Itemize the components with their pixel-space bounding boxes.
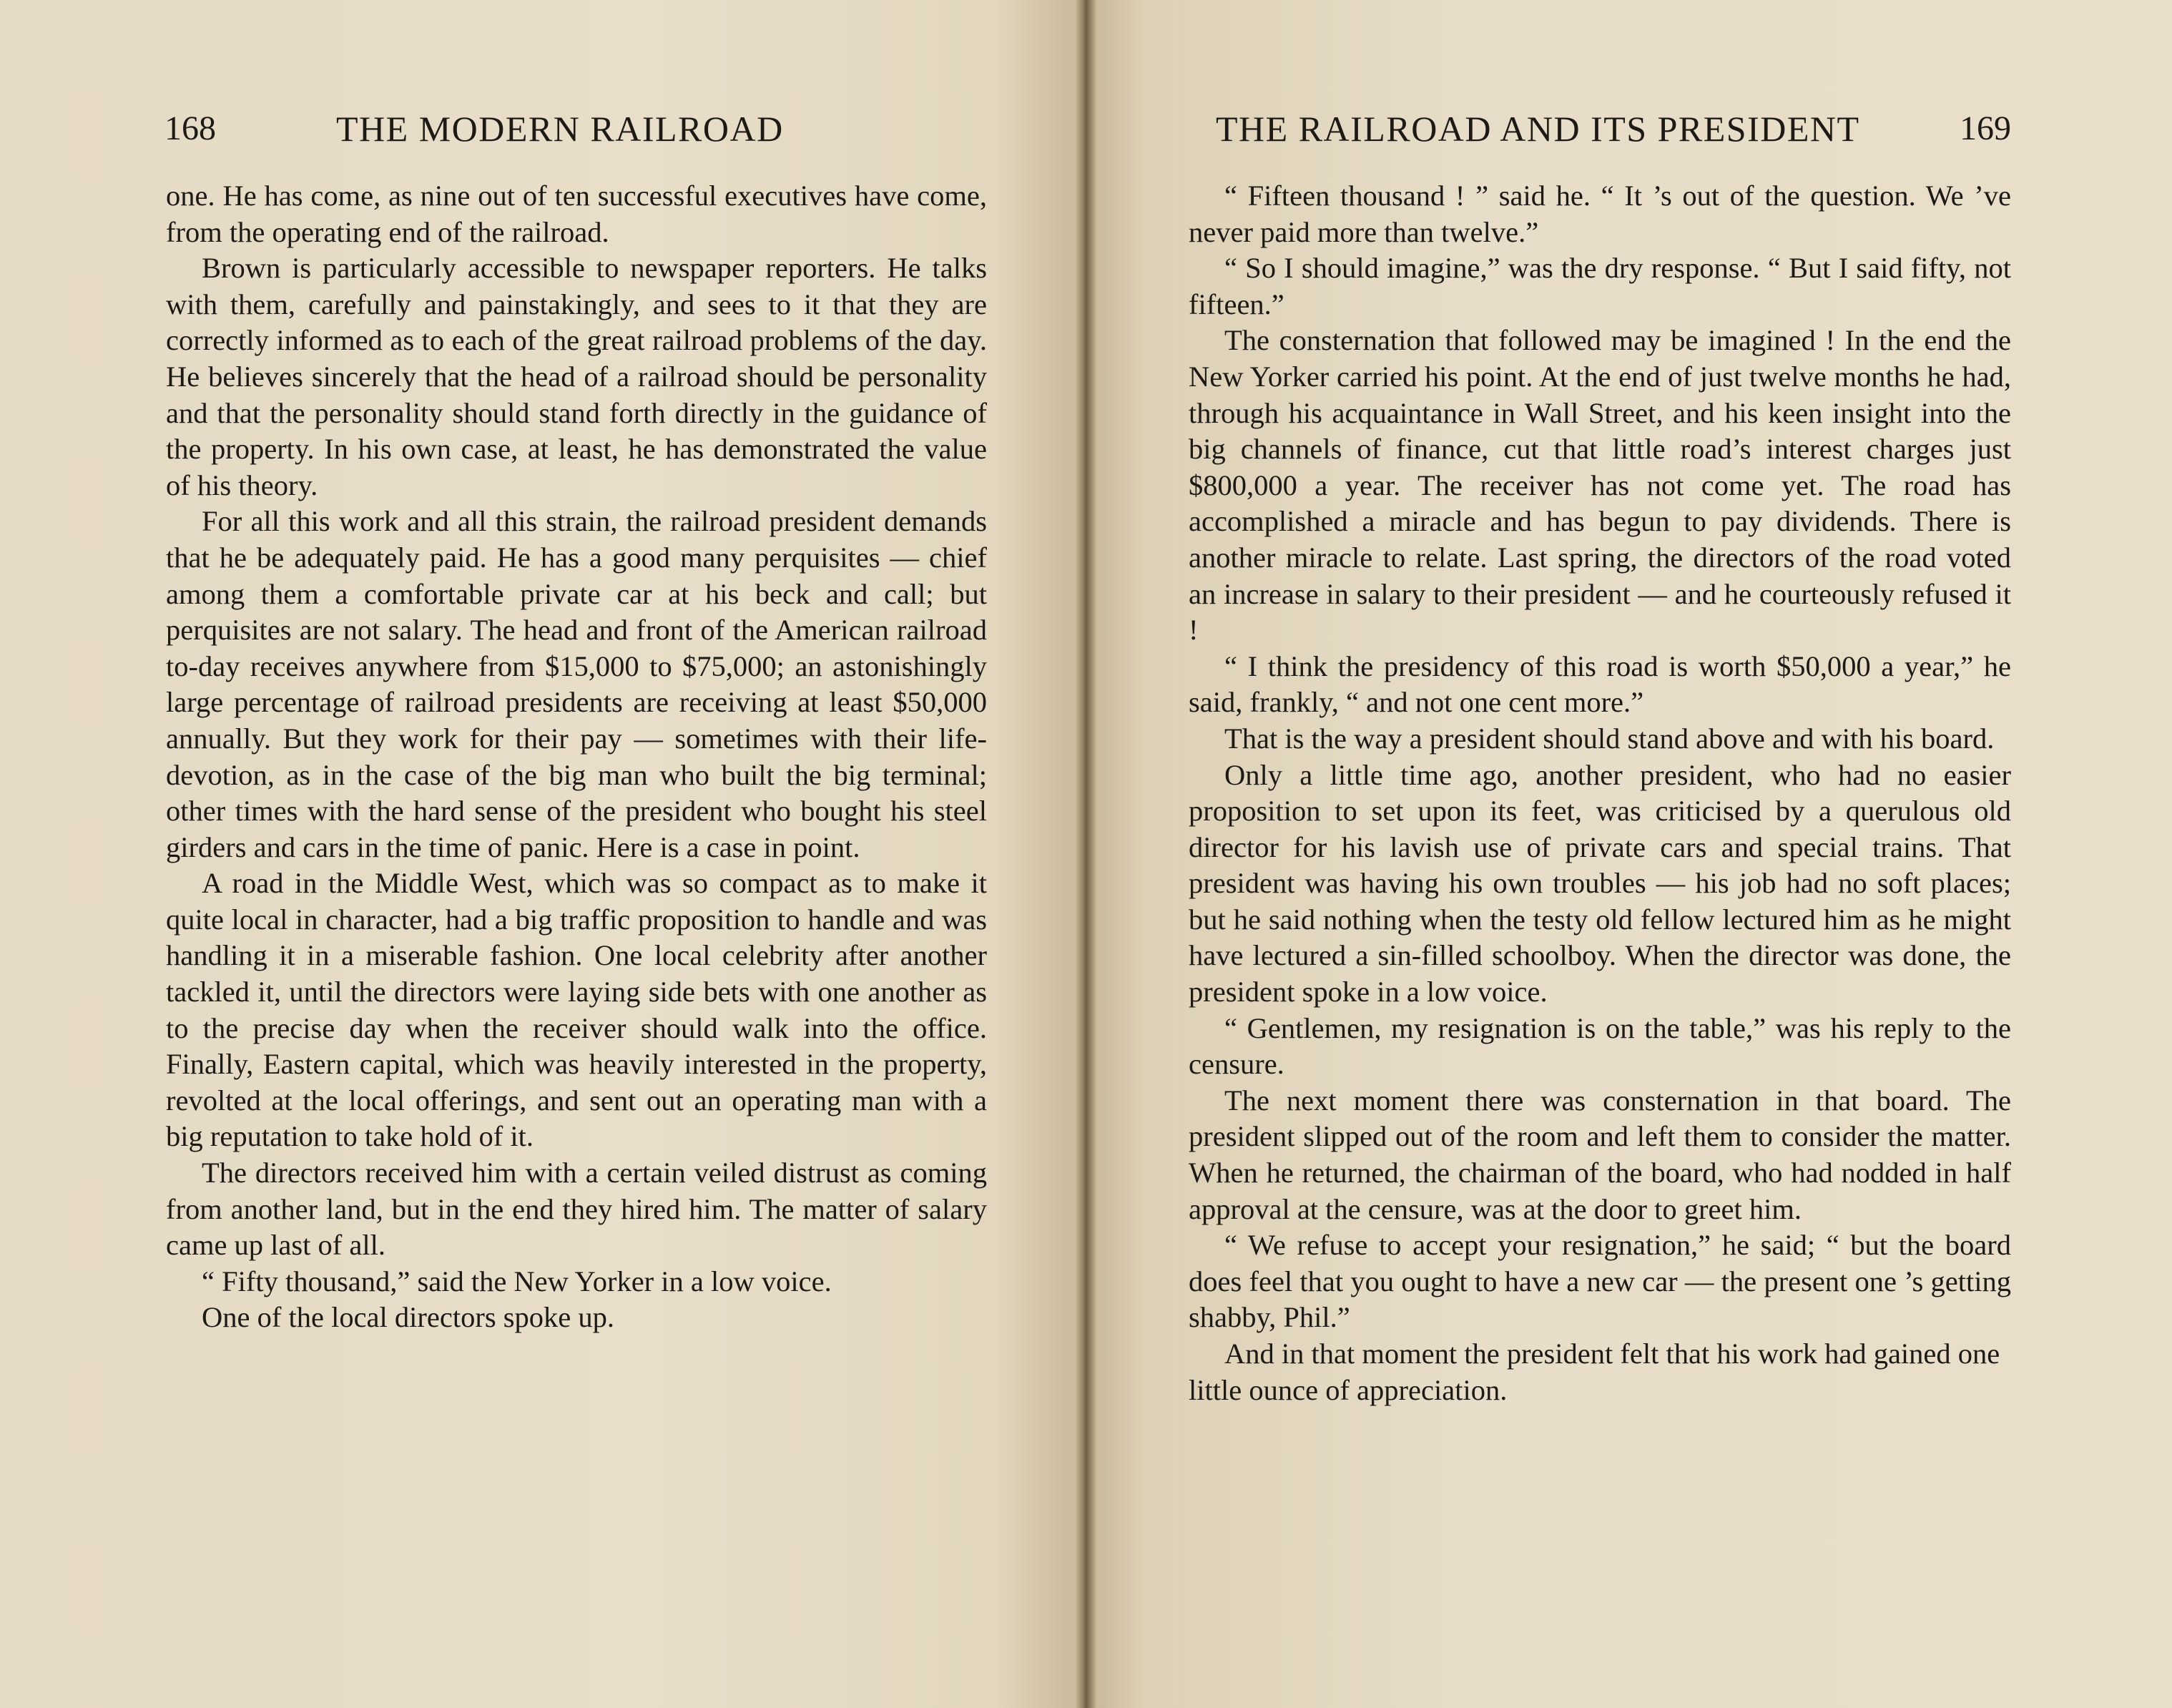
left-running-head: THE MODERN RAILROAD bbox=[336, 109, 784, 149]
paragraph: “ So I should imagine,” was the dry response. “ But I said fifty, not fifteen.” bbox=[1189, 252, 2011, 320]
paragraph: For all this work and all this strain, the railroad president demands that he be adequately paid. He has a good many perquisites — chief among them a comfortable private car at his beck and call; but perquisites are not salary. The head and front of the American railroad to-day receives anywhere from $15,000 to $75,000; an astonishingly large percentage of railroad presidents are receiving at least $50,000 annually. But they work for their pay — sometimes with their life-devotion, as in the case of the big man who built the big terminal; other times with the hard sense of the president who bought his steel girders and cars in the time of panic. Here is a case in point. bbox=[166, 505, 987, 863]
paragraph: “ I think the presidency of this road is worth $50,000 a year,” he said, frankly, “ and not one cent more.” bbox=[1189, 649, 2011, 719]
left-page bbox=[0, 0, 1081, 1708]
paragraph: The consternation that followed may be imagined ! In the end the New Yorker carried his point. At the end of just twelve months he had, through his acquaintance in Wall Street, and his keen insight into the big channels of finance, cut that little road’s interest charges just $800,000 a year. The receiver has not come yet. The road has accomplished a miracle and has begun to pay dividends. There is another miracle to relate. Last spring, the directors of the road voted an increase in salary to their president — and he courteously refused it ! bbox=[1189, 324, 2011, 647]
paragraph: The next moment there was consternation in that board. The president slipped out of the room and left them to consider the matter. When he returned, the chairman of the board, who had nodded in half approval at the censure, was at the door to greet him. bbox=[1189, 1084, 2011, 1225]
paragraph: A road in the Middle West, which was so compact as to make it quite local in character, had a big traffic proposition to handle and was handling it in a miserable fashion. One local celebrity after another tackled it, until the directors were laying side bets with one another as to the precise day when the receiver should walk into the office. Finally, Eastern capital, which was heavily interested in the property, revolted at the local offerings, and sent out an operating man with a big reputation to take hold of it. bbox=[166, 867, 987, 1153]
paragraph: “ Fifteen thousand ! ” said he. “ It ’s out of the question. We ’ve never paid more than twelve.” bbox=[1189, 180, 2011, 248]
book-gutter bbox=[1074, 0, 1096, 1708]
right-running-head: THE RAILROAD AND ITS PRESIDENT bbox=[1216, 109, 1860, 149]
paragraph: And in that moment the president felt that his work had gained one little ounce of appreciation. bbox=[1189, 1338, 2000, 1406]
left-page-body bbox=[166, 178, 987, 1336]
left-page-number: 168 bbox=[164, 109, 216, 147]
paragraph: “ We refuse to accept your resignation,” he said; “ but the board does feel that you ought to have a new car — the present one ’s getting shabby, Phil.” bbox=[1189, 1229, 2011, 1334]
paragraph: “ Gentlemen, my resignation is on the table,” was his reply to the censure. bbox=[1189, 1011, 2011, 1081]
paragraph: one. He has come, as nine out of ten successful executives have come, from the operating end of the railroad. bbox=[166, 180, 987, 248]
paragraph: Only a little time ago, another president, who had no easier proposition to set upon its feet, was criticised by a querulous old director for his lavish use of private cars and special trains. That president was having his own troubles — his job had no soft places; but he said nothing when the testy old fellow lectured him as he might have lectured a sin-filled schoolboy. When the director was done, the president spoke in a low voice. bbox=[1189, 758, 2011, 1008]
right-page bbox=[1091, 0, 2172, 1708]
paragraph: One of the local directors spoke up. bbox=[202, 1301, 614, 1334]
paragraph: “ Fifty thousand,” said the New Yorker in a low voice. bbox=[202, 1265, 832, 1297]
right-page-number: 169 bbox=[1960, 109, 2011, 147]
paragraph: That is the way a president should stand above and with his board. bbox=[1224, 722, 1995, 755]
paragraph: The directors received him with a certain veiled distrust as coming from another land, but in the end they hired him. The matter of salary came up last of all. bbox=[166, 1157, 987, 1262]
right-page-body bbox=[1189, 178, 2011, 1408]
paragraph: Brown is particularly accessible to newspaper reporters. He talks with them, carefully and painstakingly, and sees to it that they are correctly informed as to each of the great railroad problems of the day. He believes sincerely that the head of a railroad should be personality and that the personality should stand forth directly in the guidance of the property. In his own case, at least, he has demonstrated the value of his theory. bbox=[166, 252, 987, 501]
